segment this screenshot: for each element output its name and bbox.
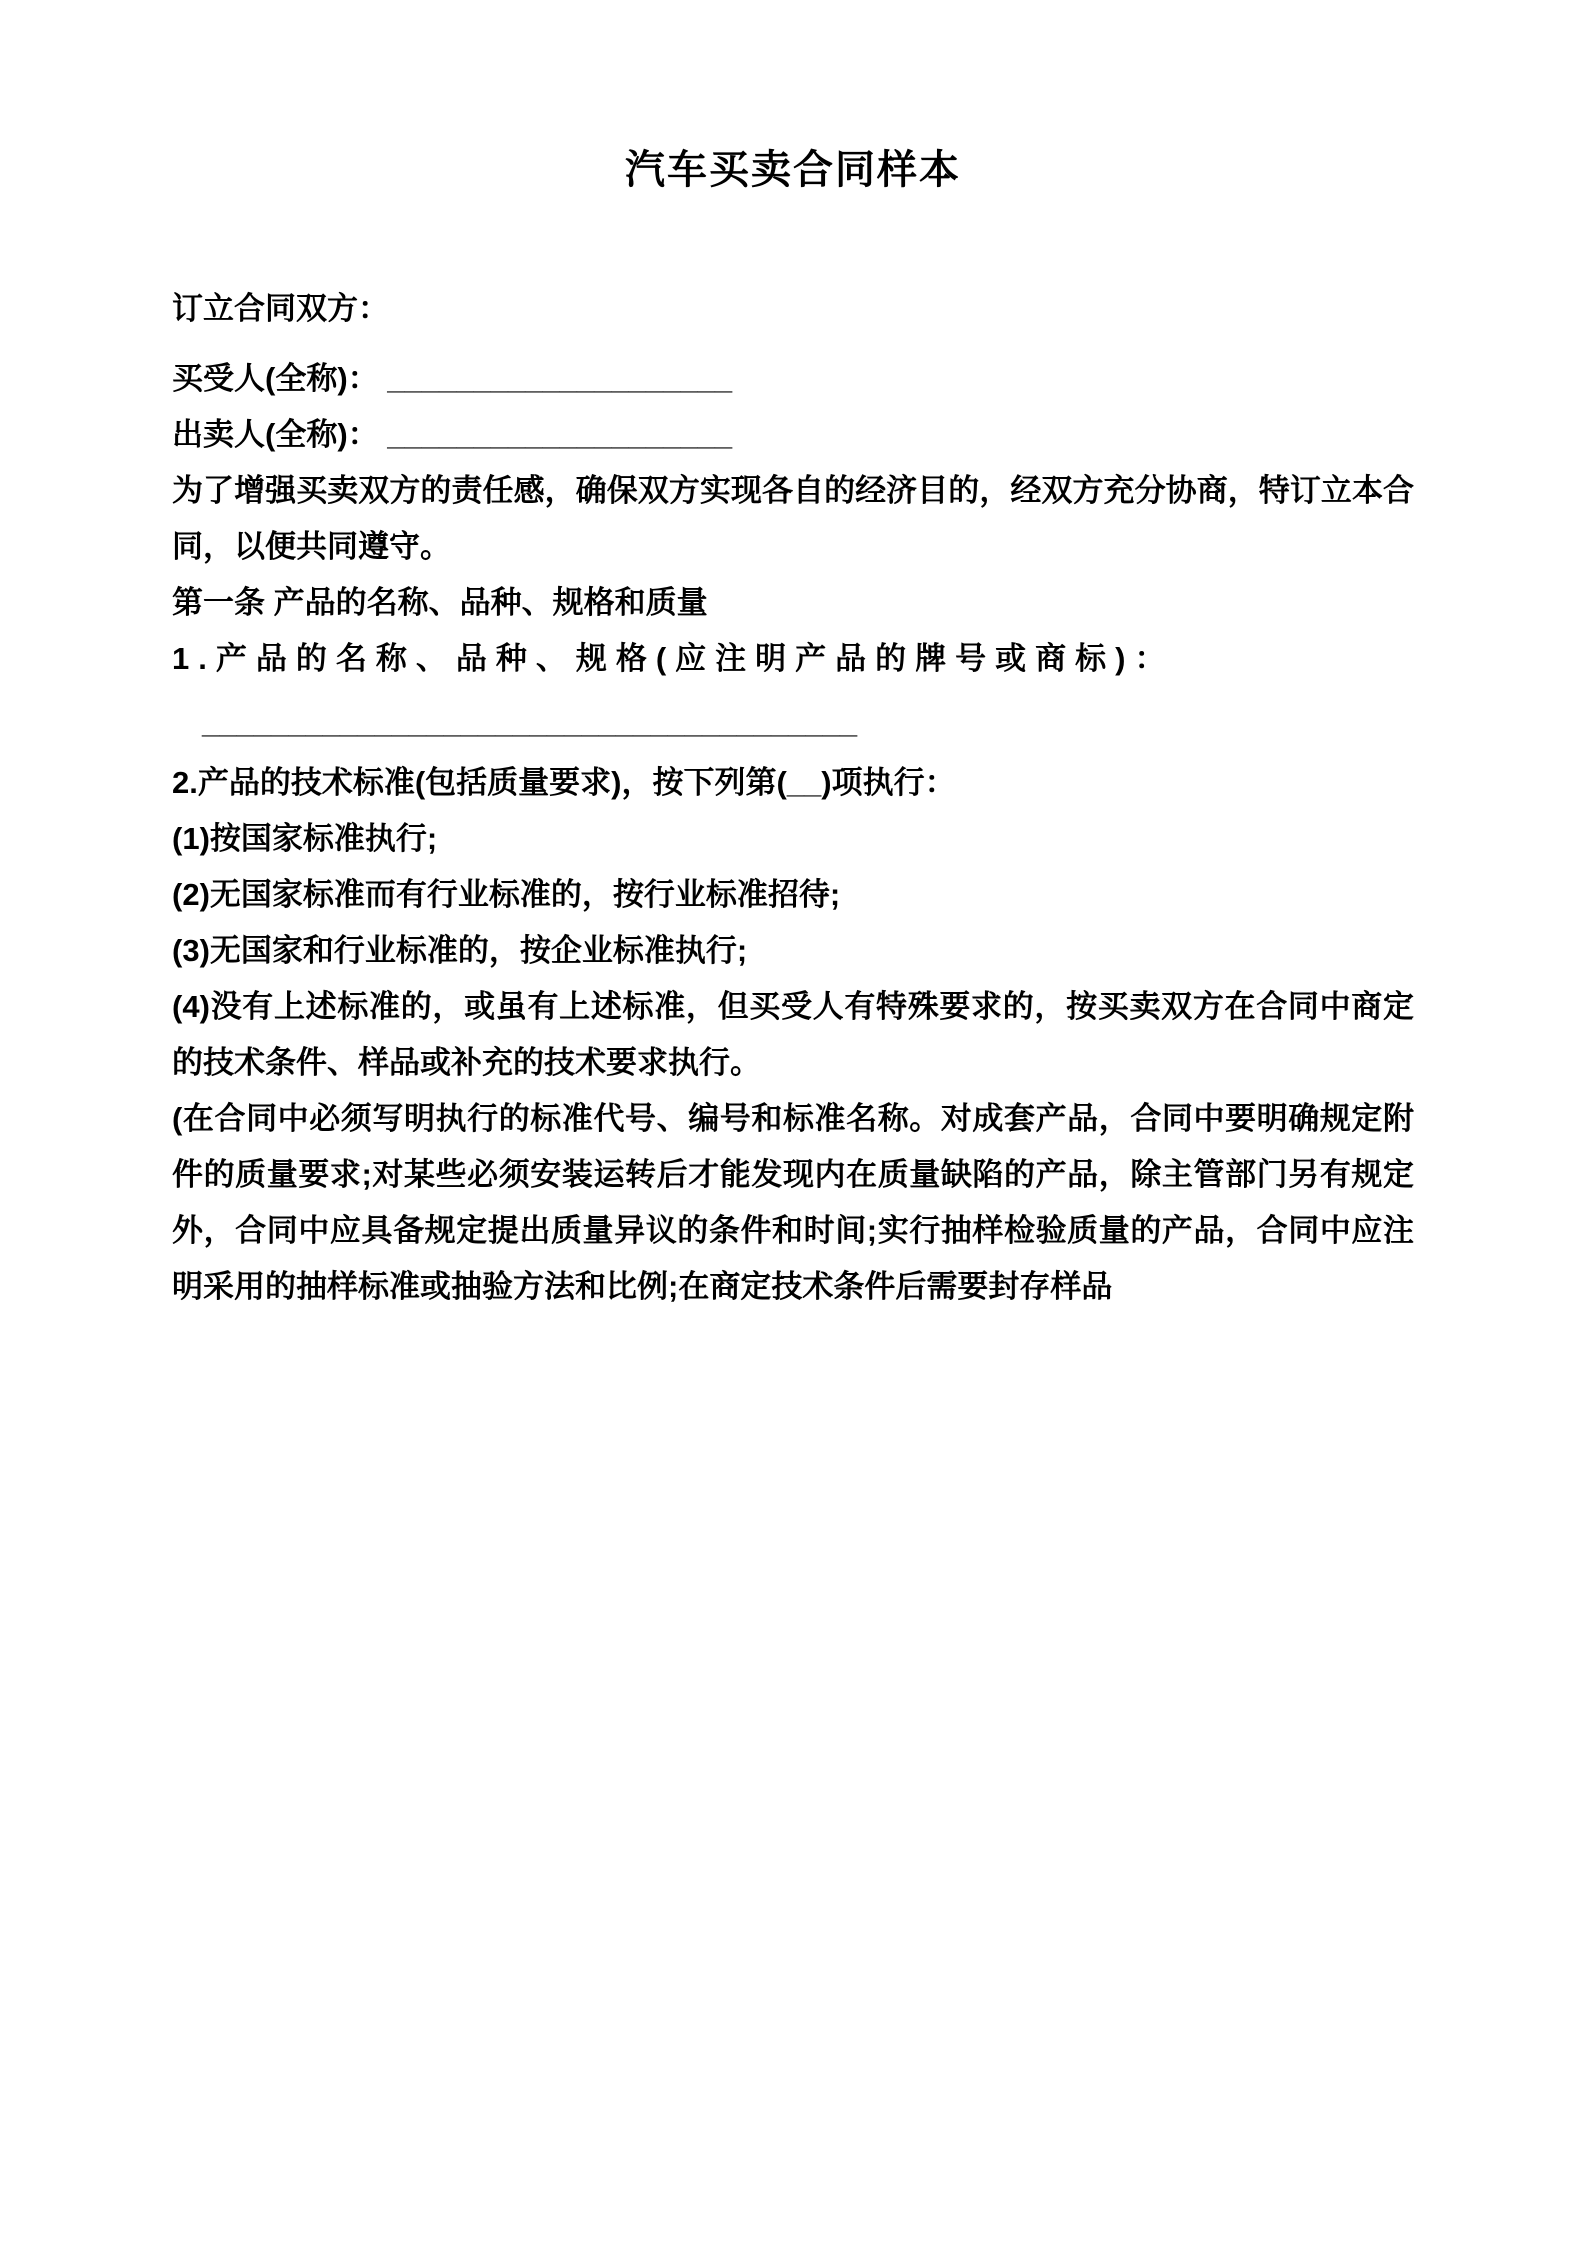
quality-requirements-note: (在合同中必须写明执行的标准代号、编号和标准名称。对成套产品，合同中要明确规定附件的质量要求;对某些必须安装运转后才能发现内在质量缺陷的产品，除主管部门另有规定外，合同中应具备规定提出质量异议的条件和时间;实行抽样检验质量的产品，合同中应注明采用的抽样标准或抽验方法和比例;在商定技术条件后需要封存样品 (172, 1101, 1414, 1304)
buyer-name-line: 买受人(全称)： ____________________ (172, 361, 733, 396)
seller-name-line: 出卖人(全称)： ____________________ (172, 417, 733, 452)
clause-2-technical-standard: 2.产品的技术标准(包括质量要求)，按下列第(__)项执行： (172, 765, 956, 800)
option-4-special-requirements: (4)没有上述标准的，或虽有上述标准，但买受人有特殊要求的，按买卖双方在合同中商定的技术条件、样品或补充的技术要求执行。 (172, 989, 1414, 1080)
option-3-enterprise-standard: (3)无国家和行业标准的，按企业标准执行; (172, 933, 748, 968)
contract-parties-heading: 订立合同双方： (172, 291, 389, 326)
document-title: 汽车买卖合同样本 (625, 148, 961, 192)
blank-fill-line: ______________________________________ (202, 705, 858, 740)
article-1-heading: 第一条 产品的名称、品种、规格和质量 (172, 585, 708, 620)
option-1-national-standard: (1)按国家标准执行; (172, 821, 438, 856)
preamble-paragraph: 为了增强买卖双方的责任感，确保双方实现各自的经济目的，经双方充分协商，特订立本合同，以便共同遵守。 (172, 473, 1414, 564)
option-2-industry-standard: (2)无国家标准而有行业标准的，按行业标准招待; (172, 877, 841, 912)
clause-1-product-name: 1.产品的名称、品种、规格(应注明产品的牌号或商标)： (172, 641, 1175, 676)
